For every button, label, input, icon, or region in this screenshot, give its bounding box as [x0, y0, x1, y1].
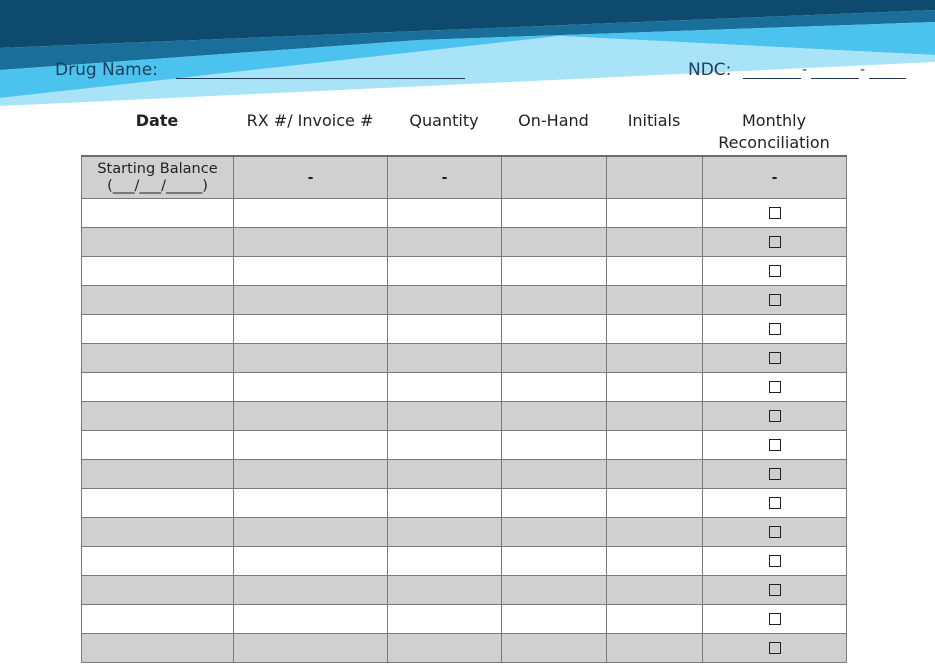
- monthly-reconciliation-cell[interactable]: [703, 605, 847, 634]
- inventory-log-table: [81, 155, 847, 663]
- rx-invoice-cell[interactable]: [234, 199, 388, 228]
- header-date: Date: [135, 111, 179, 130]
- reconciliation-checkbox[interactable]: [769, 381, 781, 393]
- monthly-reconciliation-cell[interactable]: [703, 547, 847, 576]
- on-hand-cell[interactable]: [502, 634, 607, 663]
- quantity-cell[interactable]: [388, 431, 502, 460]
- reconciliation-checkbox[interactable]: [769, 468, 781, 480]
- date-cell[interactable]: [82, 286, 234, 315]
- reconciliation-checkbox[interactable]: [769, 323, 781, 335]
- starting-balance-label: Starting Balance: [97, 160, 218, 177]
- table-row: [82, 605, 847, 634]
- reconciliation-checkbox[interactable]: [769, 526, 781, 538]
- reconciliation-checkbox[interactable]: [769, 642, 781, 654]
- header-rx-invoice: RX #/ Invoice #: [246, 111, 374, 130]
- rx-invoice-cell[interactable]: [234, 431, 388, 460]
- starting-rx-cell[interactable]: [234, 156, 388, 199]
- initials-cell[interactable]: [607, 431, 703, 460]
- table-row: [82, 315, 847, 344]
- quantity-cell[interactable]: [388, 344, 502, 373]
- monthly-reconciliation-cell[interactable]: [703, 344, 847, 373]
- header-reconciliation: Reconciliation: [718, 133, 830, 152]
- quantity-cell[interactable]: [388, 518, 502, 547]
- initials-cell[interactable]: [607, 199, 703, 228]
- rx-invoice-cell[interactable]: [234, 257, 388, 286]
- starting-monthly-cell[interactable]: [703, 156, 847, 199]
- rx-invoice-cell[interactable]: [234, 286, 388, 315]
- rx-invoice-cell[interactable]: [234, 547, 388, 576]
- monthly-reconciliation-cell[interactable]: [703, 286, 847, 315]
- drug-name-field[interactable]: [176, 78, 465, 79]
- date-cell[interactable]: [82, 576, 234, 605]
- ndc-field-labeler[interactable]: [743, 78, 801, 79]
- on-hand-cell[interactable]: [502, 518, 607, 547]
- date-cell[interactable]: [82, 547, 234, 576]
- on-hand-cell[interactable]: [502, 257, 607, 286]
- quantity-cell[interactable]: [388, 576, 502, 605]
- on-hand-cell[interactable]: [502, 576, 607, 605]
- starting-balance-cell[interactable]: [82, 156, 234, 199]
- rx-invoice-cell[interactable]: [234, 460, 388, 489]
- initials-cell[interactable]: [607, 257, 703, 286]
- initials-cell[interactable]: [607, 373, 703, 402]
- on-hand-cell[interactable]: [502, 402, 607, 431]
- table-row: [82, 634, 847, 663]
- monthly-reconciliation-cell[interactable]: [703, 431, 847, 460]
- starting-balance-date-blank: (___/___/_____): [107, 177, 208, 194]
- starting-balance-row: [82, 156, 847, 199]
- rx-invoice-cell[interactable]: [234, 518, 388, 547]
- monthly-reconciliation-cell[interactable]: [703, 228, 847, 257]
- table-row: [82, 431, 847, 460]
- reconciliation-checkbox[interactable]: [769, 584, 781, 596]
- rx-invoice-cell[interactable]: [234, 373, 388, 402]
- initials-cell[interactable]: [607, 634, 703, 663]
- on-hand-cell[interactable]: [502, 489, 607, 518]
- date-cell[interactable]: [82, 605, 234, 634]
- rx-invoice-cell[interactable]: [234, 344, 388, 373]
- initials-cell[interactable]: [607, 547, 703, 576]
- date-cell[interactable]: [82, 228, 234, 257]
- starting-initials-cell[interactable]: [607, 156, 703, 199]
- ndc-label: NDC:: [688, 60, 732, 80]
- date-cell[interactable]: [82, 402, 234, 431]
- on-hand-cell[interactable]: [502, 605, 607, 634]
- rx-invoice-cell[interactable]: [234, 402, 388, 431]
- on-hand-cell[interactable]: [502, 344, 607, 373]
- starting-quantity-cell[interactable]: [388, 156, 502, 199]
- quantity-cell[interactable]: [388, 605, 502, 634]
- table-row: [82, 373, 847, 402]
- date-cell[interactable]: [82, 489, 234, 518]
- date-cell[interactable]: [82, 199, 234, 228]
- monthly-reconciliation-cell[interactable]: [703, 460, 847, 489]
- quantity-cell[interactable]: [388, 286, 502, 315]
- quantity-cell[interactable]: [388, 402, 502, 431]
- ndc-field-package[interactable]: [869, 78, 906, 79]
- quantity-cell[interactable]: [388, 199, 502, 228]
- on-hand-cell[interactable]: [502, 460, 607, 489]
- initials-cell[interactable]: [607, 315, 703, 344]
- date-cell[interactable]: [82, 634, 234, 663]
- initials-cell[interactable]: [607, 605, 703, 634]
- ndc-dash: -: [802, 62, 808, 78]
- reconciliation-checkbox[interactable]: [769, 294, 781, 306]
- initials-cell[interactable]: [607, 489, 703, 518]
- on-hand-cell[interactable]: [502, 315, 607, 344]
- monthly-reconciliation-cell[interactable]: [703, 518, 847, 547]
- ndc-field-product[interactable]: [811, 78, 859, 79]
- date-cell[interactable]: [82, 315, 234, 344]
- drug-name-label: Drug Name:: [55, 60, 158, 80]
- on-hand-cell[interactable]: [502, 286, 607, 315]
- monthly-reconciliation-cell[interactable]: [703, 402, 847, 431]
- monthly-reconciliation-cell[interactable]: [703, 576, 847, 605]
- initials-cell[interactable]: [607, 286, 703, 315]
- date-cell[interactable]: [82, 344, 234, 373]
- date-cell[interactable]: [82, 373, 234, 402]
- date-cell[interactable]: [82, 257, 234, 286]
- table-row: [82, 402, 847, 431]
- monthly-reconciliation-cell[interactable]: [703, 373, 847, 402]
- header-banner: [0, 0, 935, 110]
- on-hand-cell[interactable]: [502, 228, 607, 257]
- initials-cell[interactable]: [607, 460, 703, 489]
- reconciliation-checkbox[interactable]: [769, 236, 781, 248]
- header-initials: Initials: [627, 111, 681, 130]
- monthly-reconciliation-cell[interactable]: [703, 634, 847, 663]
- initials-cell[interactable]: [607, 402, 703, 431]
- monthly-reconciliation-cell[interactable]: [703, 489, 847, 518]
- reconciliation-checkbox[interactable]: [769, 207, 781, 219]
- reconciliation-checkbox[interactable]: [769, 497, 781, 509]
- quantity-cell[interactable]: [388, 373, 502, 402]
- initials-cell[interactable]: [607, 228, 703, 257]
- date-cell[interactable]: [82, 518, 234, 547]
- table-row: [82, 576, 847, 605]
- reconciliation-checkbox[interactable]: [769, 352, 781, 364]
- quantity-cell[interactable]: [388, 460, 502, 489]
- table-row: [82, 228, 847, 257]
- table-row: [82, 518, 847, 547]
- on-hand-cell[interactable]: [502, 199, 607, 228]
- rx-invoice-cell[interactable]: [234, 315, 388, 344]
- ndc-dash: -: [860, 62, 866, 78]
- rx-invoice-cell[interactable]: [234, 489, 388, 518]
- starting-rx-value: -: [307, 169, 314, 186]
- rx-invoice-cell[interactable]: [234, 634, 388, 663]
- quantity-cell[interactable]: [388, 228, 502, 257]
- table-row: [82, 547, 847, 576]
- table-row: [82, 489, 847, 518]
- rx-invoice-cell[interactable]: [234, 576, 388, 605]
- initials-cell[interactable]: [607, 576, 703, 605]
- starting-on-hand-cell[interactable]: [502, 156, 607, 199]
- column-headers: [0, 108, 935, 156]
- table-row: [82, 344, 847, 373]
- reconciliation-checkbox[interactable]: [769, 265, 781, 277]
- on-hand-cell[interactable]: [502, 373, 607, 402]
- quantity-cell[interactable]: [388, 257, 502, 286]
- monthly-reconciliation-cell[interactable]: [703, 315, 847, 344]
- initials-cell[interactable]: [607, 344, 703, 373]
- table-row: [82, 257, 847, 286]
- quantity-cell[interactable]: [388, 634, 502, 663]
- monthly-reconciliation-cell[interactable]: [703, 257, 847, 286]
- date-cell[interactable]: [82, 460, 234, 489]
- table-row: [82, 286, 847, 315]
- reconciliation-checkbox[interactable]: [769, 410, 781, 422]
- reconciliation-checkbox[interactable]: [769, 439, 781, 451]
- header-on-hand: On-Hand: [518, 111, 589, 130]
- table-row: [82, 199, 847, 228]
- date-cell[interactable]: [82, 431, 234, 460]
- starting-quantity-value: -: [441, 169, 448, 186]
- rx-invoice-cell[interactable]: [234, 605, 388, 634]
- reconciliation-checkbox[interactable]: [769, 613, 781, 625]
- rx-invoice-cell[interactable]: [234, 228, 388, 257]
- on-hand-cell[interactable]: [502, 547, 607, 576]
- table-row: [82, 460, 847, 489]
- quantity-cell[interactable]: [388, 547, 502, 576]
- initials-cell[interactable]: [607, 518, 703, 547]
- header-quantity: Quantity: [409, 111, 479, 130]
- header-monthly: Monthly: [741, 111, 807, 130]
- quantity-cell[interactable]: [388, 489, 502, 518]
- on-hand-cell[interactable]: [502, 431, 607, 460]
- monthly-reconciliation-cell[interactable]: [703, 199, 847, 228]
- quantity-cell[interactable]: [388, 315, 502, 344]
- reconciliation-checkbox[interactable]: [769, 555, 781, 567]
- starting-monthly-value: -: [771, 169, 778, 186]
